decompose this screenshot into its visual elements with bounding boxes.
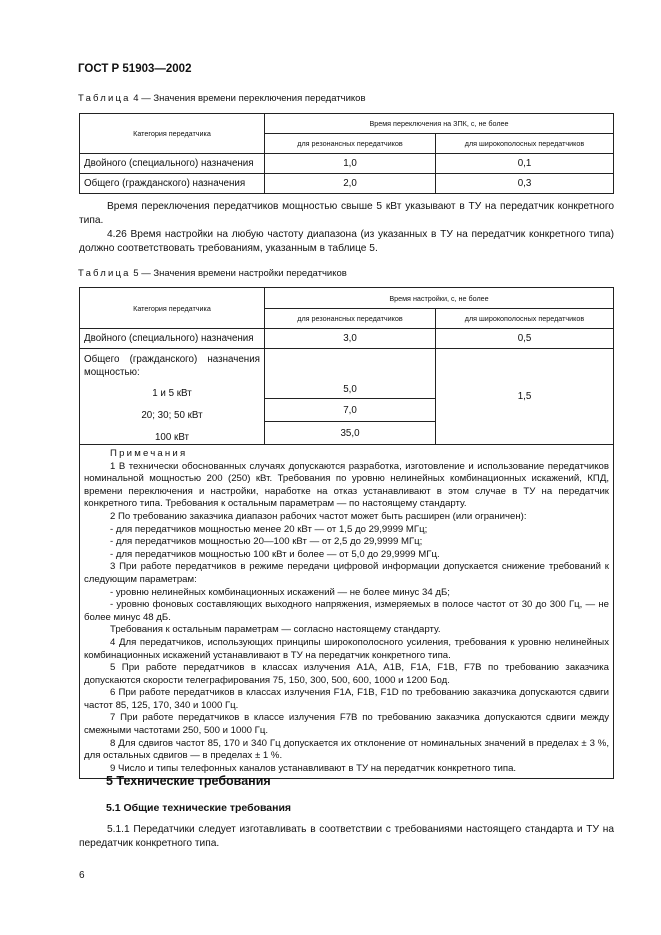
table4-caption xyxy=(78,93,366,104)
table5-cell-broadband: 0,5 xyxy=(436,329,614,349)
note-line: - для передатчиков мощностью 20—100 кВт — от 2,5 до 29,9999 МГц; xyxy=(110,536,423,548)
note-line: Требования к остальным параметрам — согласно настоящему стандарту. xyxy=(110,624,441,636)
paragraph-5-1-1: 5.1.1 Передатчики следует изготавливать в соответствии с требованиями настоящего стандарта и ТУ на передатчик конкретного типа. xyxy=(79,824,614,849)
table5-cell-val3: 35,0 xyxy=(265,422,436,445)
table5-caption-word: Таблица xyxy=(78,268,131,279)
note-line: - уровню фоновых составляющих выходного напряжения, измеряемых в полосе частот от 30 до 300 Гц, — не более минус 48 дБ. xyxy=(84,599,609,623)
table4-header-broadband: для широкополосных передатчиков xyxy=(436,134,614,154)
table4-caption-word: Таблица xyxy=(78,93,131,104)
table-row xyxy=(80,349,614,399)
table5-power-3: 100 кВт xyxy=(154,432,190,443)
table4-cell-category: Общего (гражданского) назначения xyxy=(80,174,265,194)
note-line: 2 По требованию заказчика диапазон рабочих частот может быть расширен (или ограничен): xyxy=(110,510,527,522)
section-5-1-title: 5.1 Общие технические требования xyxy=(106,802,292,814)
table5-cell-category: Двойного (специального) назначения xyxy=(80,329,265,349)
table-row xyxy=(80,174,614,194)
table4-cell-broadband: 0,1 xyxy=(436,154,614,174)
table5-civil-cell xyxy=(80,349,265,445)
table4-cell-category: Двойного (специального) назначения xyxy=(80,154,265,174)
table5-notes xyxy=(80,445,614,779)
table4-header-resonant: для резонансных передатчиков xyxy=(265,134,436,154)
table4-cell-resonant: 1,0 xyxy=(265,154,436,174)
note-line: 8 Для сдвигов частот 85, 170 и 340 Гц допускается их отклонение от номинальных значений в пределах ± 3 %, для остальных сдвигов — в пределах ± 1 %. xyxy=(84,737,609,762)
section-5-title: 5 Технические требования xyxy=(106,774,271,788)
note-line: - уровню нелинейных комбинационных искажений — не более минус 34 дБ; xyxy=(110,586,450,598)
table-row xyxy=(80,154,614,174)
paragraph-4-26: 4.26 Время настройки на любую частоту диапазона (из указанных в ТУ на передатчик конкретного типа) должно соответствовать требованиям, указанным в таблице 5. xyxy=(79,229,614,254)
table4-header-category: Категория передатчика xyxy=(80,114,265,154)
table5-header-broadband: для широкополосных передатчиков xyxy=(436,309,614,329)
standard-header: ГОСТ Р 51903—2002 xyxy=(78,63,192,75)
note-line: 6 При работе передатчиков в классах излучения F1A, F1B, F1D по требованию заказчика допускаются сдвиги частот 85, 125, 170, 340 и 1000 Гц. xyxy=(84,687,609,711)
table4-caption-text: 4 — Значения времени переключения передатчиков xyxy=(133,93,366,104)
note-line: 7 При работе передатчиков в классе излучения F7B по требованию заказчика допускаются сдвиги между смежными частотами 250, 500 и 1000 Гц. xyxy=(84,712,609,737)
note-line: - для передатчиков мощностью менее 20 кВт — от 1,5 до 29,9999 МГц; xyxy=(110,523,428,535)
page-number: 6 xyxy=(79,870,85,881)
table5-header-category: Категория передатчика xyxy=(80,288,265,329)
note-line: 5 При работе передатчиков в классах излучения A1A, A1B, F1A, F1B, F7B по требованию заказчика допускаются скорости телеграфирования 75, 150, 300, 500, 600, 1000 и 1200 Бод. xyxy=(84,662,609,686)
table5-civil-broadband: 1,5 xyxy=(436,349,614,445)
table5-caption-text: 5 — Значения времени настройки передатчиков xyxy=(133,268,347,279)
table5-civil-label: Общего (гражданского) назначения мощностью: xyxy=(84,354,260,378)
table5-caption xyxy=(78,268,347,279)
table4-header-time: Время переключения на ЗПК, с, не более xyxy=(265,114,614,134)
table5-cell-val1: 5,0 xyxy=(265,349,436,399)
table5 xyxy=(79,287,614,779)
table5-header-time: Время настройки, с, не более xyxy=(265,288,614,309)
table5-cell-resonant: 3,0 xyxy=(265,329,436,349)
note-line: 4 Для передатчиков, использующих принципы широкополосного усиления, требования к уровню нелинейных комбинационных искажений устанавливают в ТУ на передатчик конкретного типа. xyxy=(84,636,609,661)
table4 xyxy=(79,113,614,194)
paragraph-switch-time: Время переключения передатчиков мощностью свыше 5 кВт указывают в ТУ на передатчик конкретного типа. xyxy=(79,201,614,226)
table5-header-resonant: для резонансных передатчиков xyxy=(265,309,436,329)
table5-power-1: 1 и 5 кВт xyxy=(152,388,192,399)
table4-cell-broadband: 0,3 xyxy=(436,174,614,194)
note-line: 3 При работе передатчиков в режиме передачи цифровой информации допускается снижение требований к следующим параметрам: xyxy=(84,561,609,585)
note-line: 9 Число и типы телефонных каналов устанавливают в ТУ на передатчик конкретного типа. xyxy=(110,762,517,774)
notes-title: Примечания xyxy=(110,448,188,459)
table4-cell-resonant: 2,0 xyxy=(265,174,436,194)
table5-cell-val2: 7,0 xyxy=(265,399,436,422)
table5-power-2: 20; 30; 50 кВт xyxy=(141,410,203,421)
note-line: 1 В технически обоснованных случаях допускаются разработка, изготовление и использование передатчиков номинальной мощностью 200 (250) кВт. Требования по уровню нелинейных комбинационных искажений, КПД, времени переключения и настройки, наработке на отказ устанавливают в этом случае в ТУ на передатчик конкретного типа. Требования к остальным параметрам — по настоящему стандарту. xyxy=(84,460,609,510)
table-row xyxy=(80,329,614,349)
note-line: - для передатчиков мощностью 100 кВт и более — от 5,0 до 29,9999 МГц. xyxy=(110,548,440,560)
